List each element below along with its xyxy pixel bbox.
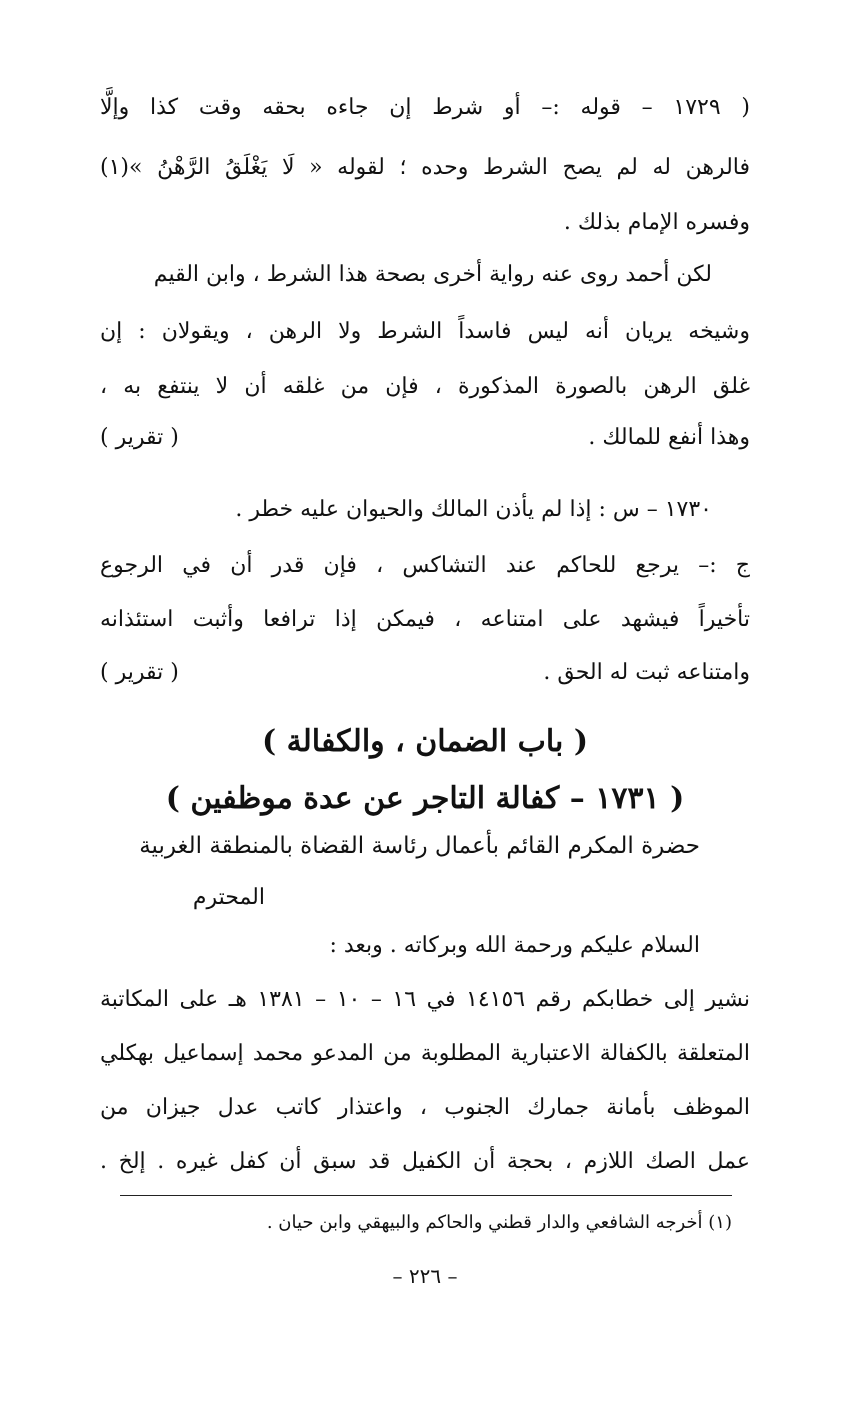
page-number: – ٢٢٦ – — [392, 1264, 458, 1288]
letter-honorific: المحترم — [192, 885, 265, 910]
letter-body-line: نشير إلى خطابكم رقم ١٤١٥٦ في ١٦ – ١٠ – ١٣٨١ هـ على المكاتبة — [100, 987, 750, 1012]
letter-body-line: عمل الصك اللازم ، بحجة أن الكفيل قد سبق أن كفل غيره . إلخ . — [100, 1149, 750, 1174]
answer-line: تأخيراً فيشهد على امتناعه ، فيمكن إذا ترافعا وأثبت استئذانه — [100, 607, 750, 632]
text-line: وفسره الإمام بذلك . — [563, 210, 750, 235]
source-tag: ( تقرير ) — [100, 660, 179, 685]
text-line: وشيخه يريان أنه ليس فاسداً الشرط ولا الرهن ، ويقولان : إن — [100, 319, 750, 344]
text-line: غلق الرهن بالصورة المذكورة ، فإن من غلقه أن لا ينتفع به ، — [100, 374, 750, 399]
letter-greeting: السلام عليكم ورحمة الله وبركاته . وبعد : — [329, 933, 700, 958]
text-line: لكن أحمد روى عنه رواية أخرى بصحة هذا الشرط ، وابن القيم — [153, 262, 712, 287]
footnote: (١) أخرجه الشافعي والدار قطني والحاكم والبيهقي وابن حيان . — [266, 1212, 732, 1233]
letter-body-line: المتعلقة بالكفالة الاعتبارية المطلوبة من المدعو محمد إسماعيل بهكلي — [100, 1041, 750, 1066]
section-heading: ( ١٧٣١ – كفالة التاجر عن عدة موظفين ) — [165, 781, 685, 816]
question-line: ١٧٣٠ – س : إذا لم يأذن المالك والحيوان عليه خطر . — [235, 497, 712, 522]
letter-address: حضرة المكرم القائم بأعمال رئاسة القضاة بالمنطقة الغربية — [139, 833, 700, 859]
chapter-heading: ( باب الضمان ، والكفالة ) — [261, 724, 589, 759]
answer-line: وامتناعه ثبت له الحق . — [543, 660, 750, 685]
footnote-divider — [120, 1195, 732, 1196]
answer-line: ج :– يرجع للحاكم عند التشاكس ، فإن قدر أن في الرجوع — [100, 553, 750, 578]
letter-body-line: الموظف بأمانة جمارك الجنوب ، واعتذار كاتب عدل جيزان من — [100, 1095, 750, 1120]
text-line: ( ١٧٢٩ – قوله :– أو شرط إن جاءه بحقه وقت كذا وإلَّا — [100, 95, 750, 120]
text-line: وهذا أنفع للمالك . — [588, 425, 750, 450]
source-tag: ( تقرير ) — [100, 425, 179, 450]
text-line: فالرهن له لم يصح الشرط وحده ؛ لقوله « لَا يَغْلَقُ الرَّهْنُ »(١) — [100, 155, 750, 180]
